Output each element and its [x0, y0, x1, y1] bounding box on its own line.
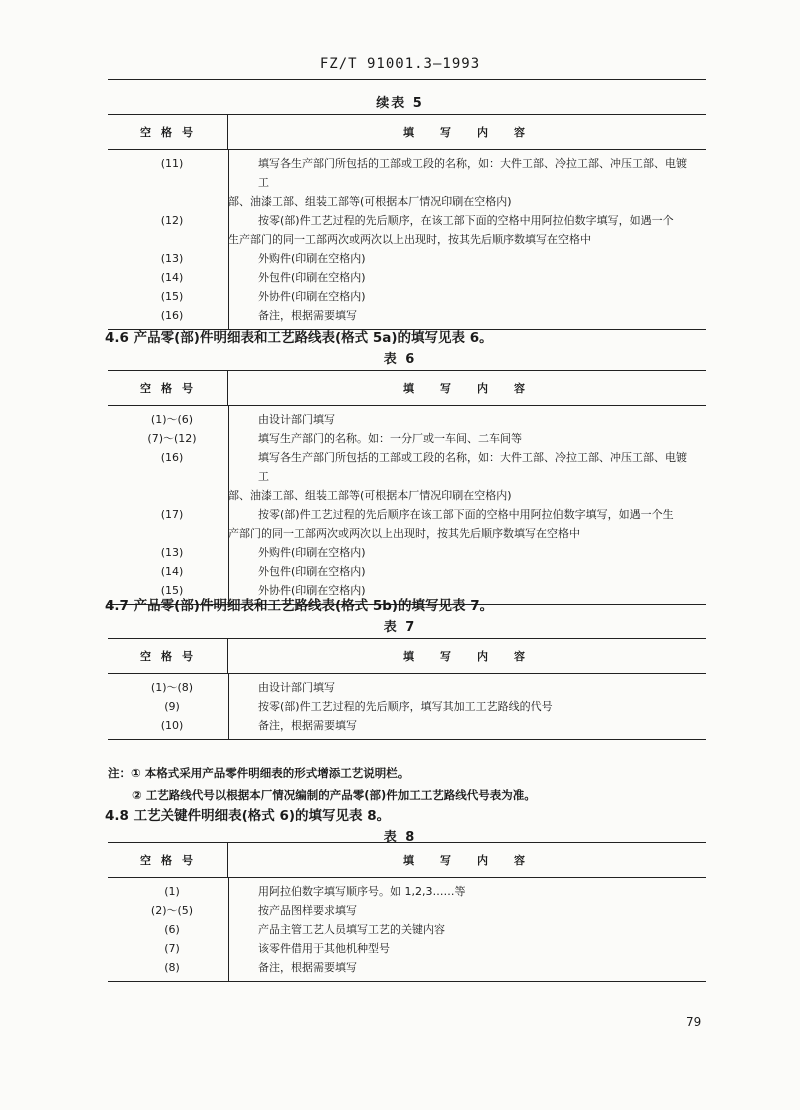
- slot-number-cell: (6): [164, 923, 180, 936]
- header-cell-slot-no: 空格号: [108, 843, 228, 877]
- column-divider: [228, 150, 229, 329]
- table-row: [108, 429, 706, 448]
- table-row: [108, 939, 706, 958]
- section-4-6: 4.6 产品零(部)件明细表和工艺路线表(格式 5a)的填写见表 6。: [105, 330, 493, 346]
- slot-number-cell: (7): [164, 942, 180, 955]
- content-line: 按零(部)件工艺过程的先后顺序，在该工部下面的空格中用阿拉伯数字填写，如遇一个: [258, 214, 674, 227]
- content-line: 外包件(印刷在空格内): [258, 271, 366, 284]
- content-cell: [228, 920, 706, 939]
- content-line: 外协件(印刷在空格内): [258, 584, 366, 597]
- table6: [108, 370, 706, 605]
- content-line: 由设计部门填写: [258, 413, 335, 426]
- content-line-continued: 部、油漆工部、组装工部等(可根据本厂情况印刷在空格内): [228, 489, 512, 502]
- slot-number-cell: (17): [160, 508, 184, 521]
- content-cell: [228, 287, 706, 306]
- table-row: [108, 211, 706, 249]
- slot-number-cell: (16): [160, 451, 184, 464]
- table-header: [108, 371, 706, 406]
- table-row: [108, 543, 706, 562]
- table-row: [108, 249, 706, 268]
- note-2: ② 工艺路线代号以根据本厂情况编制的产品零(部)件加工工艺路线代号表为准。: [132, 788, 536, 802]
- content-cell: [228, 249, 706, 268]
- header-cell-content: 填写内容: [403, 382, 551, 395]
- slot-number-cell: (2)～(5): [150, 904, 194, 917]
- header-cell-content: 填写内容: [403, 854, 551, 867]
- content-line: 按零(部)件工艺过程的先后顺序在该工部下面的空格中用阿拉伯数字填写，如遇一个生: [258, 508, 674, 521]
- header-cell-slot-no: 空格号: [108, 371, 228, 405]
- content-line: 备注，根据需要填写: [258, 309, 357, 322]
- content-cell: [228, 505, 706, 543]
- content-cell: [228, 678, 706, 697]
- table8-caption: 表 8: [383, 830, 417, 845]
- content-cell: [228, 448, 706, 505]
- content-line: 备注，根据需要填写: [258, 719, 357, 732]
- slot-number-cell: (10): [160, 719, 184, 732]
- content-line: 外购件(印刷在空格内): [258, 252, 366, 265]
- table-row: [108, 562, 706, 581]
- header-cell-slot-no: 空格号: [108, 639, 228, 673]
- table7-caption: 表 7: [383, 620, 417, 635]
- content-line: 备注，根据需要填写: [258, 961, 357, 974]
- content-line: 填写生产部门的名称。如：一分厂或一车间、二车间等: [258, 432, 522, 445]
- slot-number-cell: (15): [160, 290, 184, 303]
- content-line: 填写各生产部门所包括的工部或工段的名称，如：大件工部、冷拉工部、冲压工部、电镀工: [258, 157, 687, 189]
- content-cell: [228, 939, 706, 958]
- standard-code: FZ/T 91001.3—1993: [319, 56, 481, 72]
- table-row: [108, 716, 706, 735]
- slot-number-cell: (13): [160, 252, 184, 265]
- content-line-continued: 部、油漆工部、组装工部等(可根据本厂情况印刷在空格内): [228, 195, 512, 208]
- table5: [108, 114, 706, 330]
- content-cell: [228, 543, 706, 562]
- header-rule: [108, 79, 706, 80]
- slot-number-cell: (1)～(8): [150, 681, 194, 694]
- slot-number-cell: (7)～(12): [147, 432, 197, 445]
- content-line: 由设计部门填写: [258, 681, 335, 694]
- table-row: [108, 410, 706, 429]
- slot-number-cell: (1)～(6): [150, 413, 194, 426]
- table-row: [108, 306, 706, 325]
- table-row: [108, 268, 706, 287]
- slot-number-cell: (9): [164, 700, 180, 713]
- section-4-8: 4.8 工艺关键件明细表(格式 6)的填写见表 8。: [105, 808, 391, 824]
- table-header: [108, 639, 706, 674]
- header-cell-content: 填写内容: [403, 650, 551, 663]
- table-row: [108, 697, 706, 716]
- note-1: 注：① 本格式采用产品零件明细表的形式增添工艺说明栏。: [108, 766, 410, 780]
- slot-number-cell: (15): [160, 584, 184, 597]
- content-line: 填写各生产部门所包括的工部或工段的名称，如：大件工部、冷拉工部、冲压工部、电镀工: [258, 451, 687, 483]
- header-cell-slot-no: 空格号: [108, 115, 228, 149]
- content-line: 外购件(印刷在空格内): [258, 546, 366, 559]
- table8: [108, 842, 706, 982]
- content-line: 按产品图样要求填写: [258, 904, 357, 917]
- slot-number-cell: (11): [160, 157, 184, 170]
- slot-number-cell: (1): [164, 885, 180, 898]
- content-line: 该零件借用于其他机种型号: [258, 942, 390, 955]
- content-cell: [228, 958, 706, 977]
- table-row: [108, 920, 706, 939]
- content-line-continued: 生产部门的同一工部两次或两次以上出现时，按其先后顺序数填写在空格中: [228, 233, 591, 246]
- slot-number-cell: (13): [160, 546, 184, 559]
- content-cell: [228, 211, 706, 249]
- content-line: 用阿拉伯数字填写顺序号。如 1,2,3……等: [258, 885, 466, 898]
- column-divider: [228, 674, 229, 739]
- content-cell: [228, 882, 706, 901]
- table-row: [108, 882, 706, 901]
- content-cell: [228, 268, 706, 287]
- content-cell: [228, 697, 706, 716]
- content-cell: [228, 562, 706, 581]
- column-divider: [228, 406, 229, 604]
- table-header: [108, 115, 706, 150]
- table7-notes: [108, 762, 536, 806]
- content-line: 按零(部)件工艺过程的先后顺序，填写其加工工艺路线的代号: [258, 700, 553, 713]
- table-row: [108, 154, 706, 211]
- table-row: [108, 448, 706, 505]
- content-line: 外包件(印刷在空格内): [258, 565, 366, 578]
- header-cell-content: 填写内容: [403, 126, 551, 139]
- content-cell: [228, 410, 706, 429]
- table7: [108, 638, 706, 740]
- table-row: [108, 505, 706, 543]
- table-row: [108, 678, 706, 697]
- content-cell: [228, 154, 706, 211]
- content-cell: [228, 429, 706, 448]
- content-cell: [228, 716, 706, 735]
- slot-number-cell: (16): [160, 309, 184, 322]
- slot-number-cell: (14): [160, 271, 184, 284]
- section-4-7: 4.7 产品零(部)件明细表和工艺路线表(格式 5b)的填写见表 7。: [105, 598, 494, 614]
- content-line: 外协件(印刷在空格内): [258, 290, 366, 303]
- content-line: 产品主管工艺人员填写工艺的关键内容: [258, 923, 445, 936]
- page-number: 79: [686, 1015, 702, 1029]
- table-header: [108, 843, 706, 878]
- table-row: [108, 958, 706, 977]
- table-row: [108, 287, 706, 306]
- slot-number-cell: (14): [160, 565, 184, 578]
- table6-caption: 表 6: [383, 352, 417, 367]
- slot-number-cell: (12): [160, 214, 184, 227]
- content-line-continued: 产部门的同一工部两次或两次以上出现时，按其先后顺序数填写在空格中: [228, 527, 580, 540]
- table5-caption: 续表 5: [376, 96, 424, 111]
- content-cell: [228, 901, 706, 920]
- column-divider: [228, 878, 229, 981]
- table-row: [108, 901, 706, 920]
- content-cell: [228, 306, 706, 325]
- slot-number-cell: (8): [164, 961, 180, 974]
